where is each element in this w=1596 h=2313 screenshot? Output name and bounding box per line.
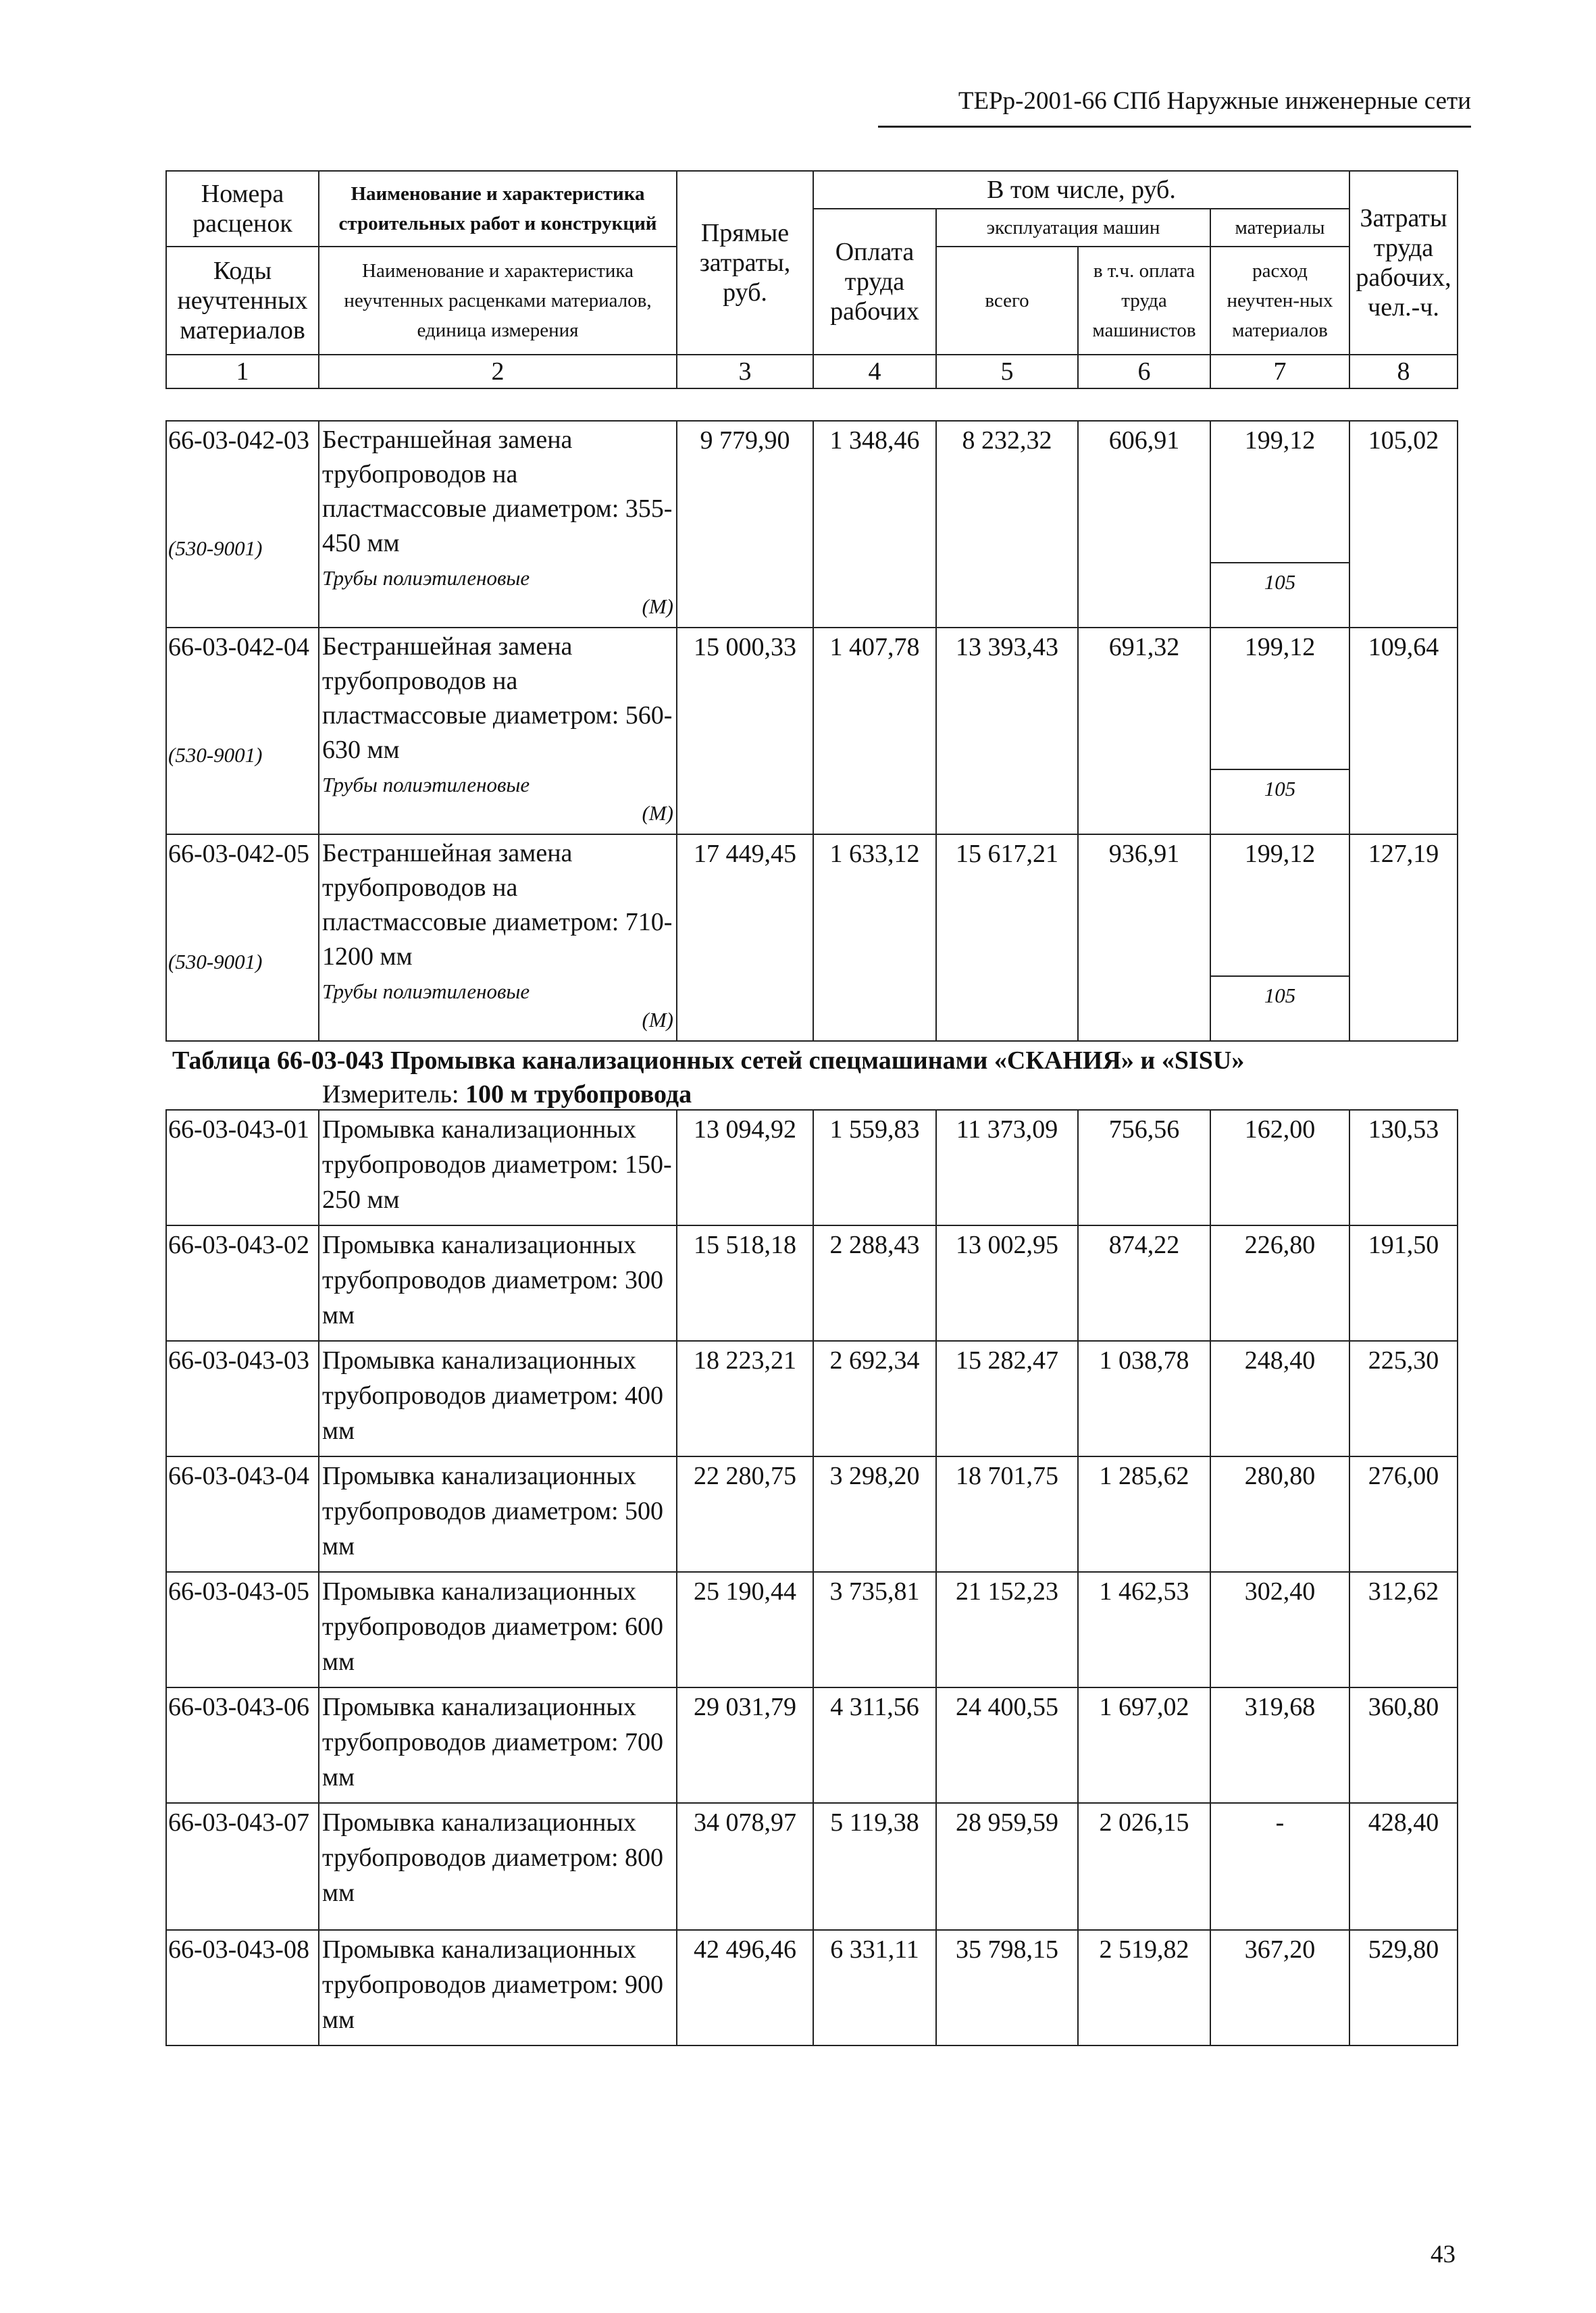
measure-label: Измеритель: bbox=[322, 1080, 459, 1109]
materials-cost: 199,12 bbox=[1210, 834, 1349, 976]
work-name: Промывка канализационных трубопроводов диаметром: 600 мм bbox=[319, 1572, 677, 1687]
header-col8: Затраты труда рабочих, чел.-ч. bbox=[1349, 171, 1458, 355]
header-materials: материалы bbox=[1210, 209, 1349, 247]
operator-cost: 1 697,02 bbox=[1078, 1687, 1210, 1803]
measure-value: 100 м трубопровода bbox=[465, 1080, 692, 1109]
section2-table bbox=[165, 1109, 1458, 2046]
rate-code: 66-03-043-04 bbox=[166, 1456, 319, 1572]
rate-code: 66-03-043-07 bbox=[166, 1803, 319, 1930]
rate-code: 66-03-043-05 bbox=[166, 1572, 319, 1687]
materials-cost: 248,40 bbox=[1210, 1341, 1349, 1456]
materials-cost: 199,12 bbox=[1210, 628, 1349, 769]
rate-code-text: 66-03-042-03 bbox=[168, 426, 309, 455]
operator-cost: 2 519,82 bbox=[1078, 1930, 1210, 2045]
material-name-cell bbox=[319, 976, 677, 1041]
operator-cost: 756,56 bbox=[1078, 1110, 1210, 1225]
material-qty: 105 bbox=[1210, 563, 1349, 628]
work-name: Бестраншейная замена трубопроводов на пластмассовые диаметром: 355-450 мм bbox=[319, 421, 677, 563]
machine-cost: 13 393,43 bbox=[936, 628, 1078, 834]
material-code: (530-9001) bbox=[168, 743, 263, 767]
header-col1-bottom: Коды неучтенных материалов bbox=[166, 247, 319, 355]
labor-cost: 5 119,38 bbox=[813, 1803, 936, 1930]
page-header: ТЕРр-2001-66 СПб Наружные инженерные сети bbox=[958, 87, 1471, 115]
column-header-table bbox=[165, 170, 1458, 389]
operator-cost: 1 462,53 bbox=[1078, 1572, 1210, 1687]
machine-cost: 11 373,09 bbox=[936, 1110, 1078, 1225]
machine-cost: 8 232,32 bbox=[936, 421, 1078, 628]
labor-hours: 428,40 bbox=[1349, 1803, 1458, 1930]
work-name: Промывка канализационных трубопроводов диаметром: 300 мм bbox=[319, 1225, 677, 1341]
rate-code: 66-03-043-01 bbox=[166, 1110, 319, 1225]
table-row bbox=[166, 1930, 1458, 2045]
operator-cost: 1 038,78 bbox=[1078, 1341, 1210, 1456]
machine-cost: 21 152,23 bbox=[936, 1572, 1078, 1687]
column-number: 5 bbox=[936, 355, 1078, 388]
labor-hours: 225,30 bbox=[1349, 1341, 1458, 1456]
labor-cost: 1 633,12 bbox=[813, 834, 936, 1041]
operator-cost: 936,91 bbox=[1078, 834, 1210, 1041]
labor-cost: 3 298,20 bbox=[813, 1456, 936, 1572]
operator-cost: 874,22 bbox=[1078, 1225, 1210, 1341]
direct-cost: 15 518,18 bbox=[677, 1225, 813, 1341]
direct-cost: 29 031,79 bbox=[677, 1687, 813, 1803]
labor-hours: 312,62 bbox=[1349, 1572, 1458, 1687]
direct-cost: 9 779,90 bbox=[677, 421, 813, 628]
header-col6: в т.ч. оплата труда машинистов bbox=[1078, 247, 1210, 355]
table-row bbox=[166, 628, 1458, 769]
labor-cost: 2 692,34 bbox=[813, 1341, 936, 1456]
header-col7: расход неучтен-ных материалов bbox=[1210, 247, 1349, 355]
labor-hours: 130,53 bbox=[1349, 1110, 1458, 1225]
direct-cost: 13 094,92 bbox=[677, 1110, 813, 1225]
direct-cost: 18 223,21 bbox=[677, 1341, 813, 1456]
rate-code bbox=[166, 834, 319, 1041]
header-group: В том числе, руб. bbox=[813, 171, 1349, 209]
column-number: 7 bbox=[1210, 355, 1349, 388]
column-number: 8 bbox=[1349, 355, 1458, 388]
labor-cost: 1 348,46 bbox=[813, 421, 936, 628]
labor-hours: 109,64 bbox=[1349, 628, 1458, 834]
labor-hours: 191,50 bbox=[1349, 1225, 1458, 1341]
machine-cost: 13 002,95 bbox=[936, 1225, 1078, 1341]
direct-cost: 34 078,97 bbox=[677, 1803, 813, 1930]
table-row bbox=[166, 1225, 1458, 1341]
material-unit: (М) bbox=[642, 1008, 673, 1032]
work-name: Промывка канализационных трубопроводов диаметром: 500 мм bbox=[319, 1456, 677, 1572]
materials-cost: - bbox=[1210, 1803, 1349, 1930]
direct-cost: 22 280,75 bbox=[677, 1456, 813, 1572]
header-col1-top: Номера расценок bbox=[166, 171, 319, 247]
table-row bbox=[166, 834, 1458, 976]
labor-cost: 3 735,81 bbox=[813, 1572, 936, 1687]
header-col3: Прямые затраты, руб. bbox=[677, 171, 813, 355]
rate-code: 66-03-043-02 bbox=[166, 1225, 319, 1341]
machine-cost: 15 282,47 bbox=[936, 1341, 1078, 1456]
column-number: 4 bbox=[813, 355, 936, 388]
material-name-cell bbox=[319, 563, 677, 628]
rate-code-text: 66-03-042-05 bbox=[168, 840, 309, 868]
work-name: Бестраншейная замена трубопроводов на пластмассовые диаметром: 560-630 мм bbox=[319, 628, 677, 769]
labor-hours: 276,00 bbox=[1349, 1456, 1458, 1572]
material-name-cell bbox=[319, 769, 677, 834]
work-name: Бестраншейная замена трубопроводов на пластмассовые диаметром: 710-1200 мм bbox=[319, 834, 677, 976]
operator-cost: 1 285,62 bbox=[1078, 1456, 1210, 1572]
table-row bbox=[166, 1110, 1458, 1225]
section1-table bbox=[165, 420, 1458, 1042]
direct-cost: 17 449,45 bbox=[677, 834, 813, 1041]
machine-cost: 15 617,21 bbox=[936, 834, 1078, 1041]
column-number: 6 bbox=[1078, 355, 1210, 388]
machine-cost: 28 959,59 bbox=[936, 1803, 1078, 1930]
labor-cost: 1 559,83 bbox=[813, 1110, 936, 1225]
materials-cost: 302,40 bbox=[1210, 1572, 1349, 1687]
rate-code-text: 66-03-042-04 bbox=[168, 633, 309, 661]
material-name: Трубы полиэтиленовые bbox=[322, 566, 530, 590]
labor-hours: 127,19 bbox=[1349, 834, 1458, 1041]
header-rule bbox=[878, 126, 1471, 128]
labor-hours: 105,02 bbox=[1349, 421, 1458, 628]
page-number: 43 bbox=[1431, 2241, 1456, 2268]
material-unit: (М) bbox=[642, 801, 673, 825]
labor-hours: 529,80 bbox=[1349, 1930, 1458, 2045]
work-name: Промывка канализационных трубопроводов диаметром: 900 мм bbox=[319, 1930, 677, 2045]
materials-cost: 319,68 bbox=[1210, 1687, 1349, 1803]
material-unit: (М) bbox=[642, 594, 673, 618]
direct-cost: 25 190,44 bbox=[677, 1572, 813, 1687]
material-qty: 105 bbox=[1210, 769, 1349, 834]
table-row bbox=[166, 1572, 1458, 1687]
rate-code bbox=[166, 628, 319, 834]
rate-code: 66-03-043-03 bbox=[166, 1341, 319, 1456]
header-col5: всего bbox=[936, 247, 1078, 355]
labor-hours: 360,80 bbox=[1349, 1687, 1458, 1803]
materials-cost: 280,80 bbox=[1210, 1456, 1349, 1572]
header-col2-bottom: Наименование и характеристика неучтенных расценками материалов, единица измерения bbox=[319, 247, 677, 355]
direct-cost: 15 000,33 bbox=[677, 628, 813, 834]
materials-cost: 162,00 bbox=[1210, 1110, 1349, 1225]
operator-cost: 2 026,15 bbox=[1078, 1803, 1210, 1930]
labor-cost: 2 288,43 bbox=[813, 1225, 936, 1341]
table-row bbox=[166, 1803, 1458, 1930]
machine-cost: 35 798,15 bbox=[936, 1930, 1078, 2045]
table-title: Таблица 66-03-043 Промывка канализационных сетей спецмашинами «СКАНИЯ» и «SISU» bbox=[172, 1046, 1245, 1075]
material-code: (530-9001) bbox=[168, 536, 263, 560]
material-qty: 105 bbox=[1210, 976, 1349, 1041]
direct-cost: 42 496,46 bbox=[677, 1930, 813, 2045]
materials-cost: 367,20 bbox=[1210, 1930, 1349, 2045]
material-code: (530-9001) bbox=[168, 950, 263, 973]
material-name: Трубы полиэтиленовые bbox=[322, 773, 530, 796]
work-name: Промывка канализационных трубопроводов диаметром: 700 мм bbox=[319, 1687, 677, 1803]
materials-cost: 199,12 bbox=[1210, 421, 1349, 563]
rate-code bbox=[166, 421, 319, 628]
material-name: Трубы полиэтиленовые bbox=[322, 980, 530, 1003]
labor-cost: 1 407,78 bbox=[813, 628, 936, 834]
header-col4: Оплата труда рабочих bbox=[813, 209, 936, 355]
column-number: 3 bbox=[677, 355, 813, 388]
header-machines: эксплуатация машин bbox=[936, 209, 1210, 247]
materials-cost: 226,80 bbox=[1210, 1225, 1349, 1341]
table-row bbox=[166, 1341, 1458, 1456]
machine-cost: 24 400,55 bbox=[936, 1687, 1078, 1803]
table-row bbox=[166, 1456, 1458, 1572]
labor-cost: 6 331,11 bbox=[813, 1930, 936, 2045]
operator-cost: 691,32 bbox=[1078, 628, 1210, 834]
column-number: 1 bbox=[166, 355, 319, 388]
header-col2-top: Наименование и характеристика строительных работ и конструкций bbox=[319, 171, 677, 247]
measure-line bbox=[322, 1079, 692, 1109]
operator-cost: 606,91 bbox=[1078, 421, 1210, 628]
work-name: Промывка канализационных трубопроводов диаметром: 800 мм bbox=[319, 1803, 677, 1930]
machine-cost: 18 701,75 bbox=[936, 1456, 1078, 1572]
work-name: Промывка канализационных трубопроводов диаметром: 400 мм bbox=[319, 1341, 677, 1456]
rate-code: 66-03-043-06 bbox=[166, 1687, 319, 1803]
rate-code: 66-03-043-08 bbox=[166, 1930, 319, 2045]
column-number: 2 bbox=[319, 355, 677, 388]
labor-cost: 4 311,56 bbox=[813, 1687, 936, 1803]
table-row bbox=[166, 421, 1458, 563]
work-name: Промывка канализационных трубопроводов диаметром: 150-250 мм bbox=[319, 1110, 677, 1225]
table-row bbox=[166, 1687, 1458, 1803]
